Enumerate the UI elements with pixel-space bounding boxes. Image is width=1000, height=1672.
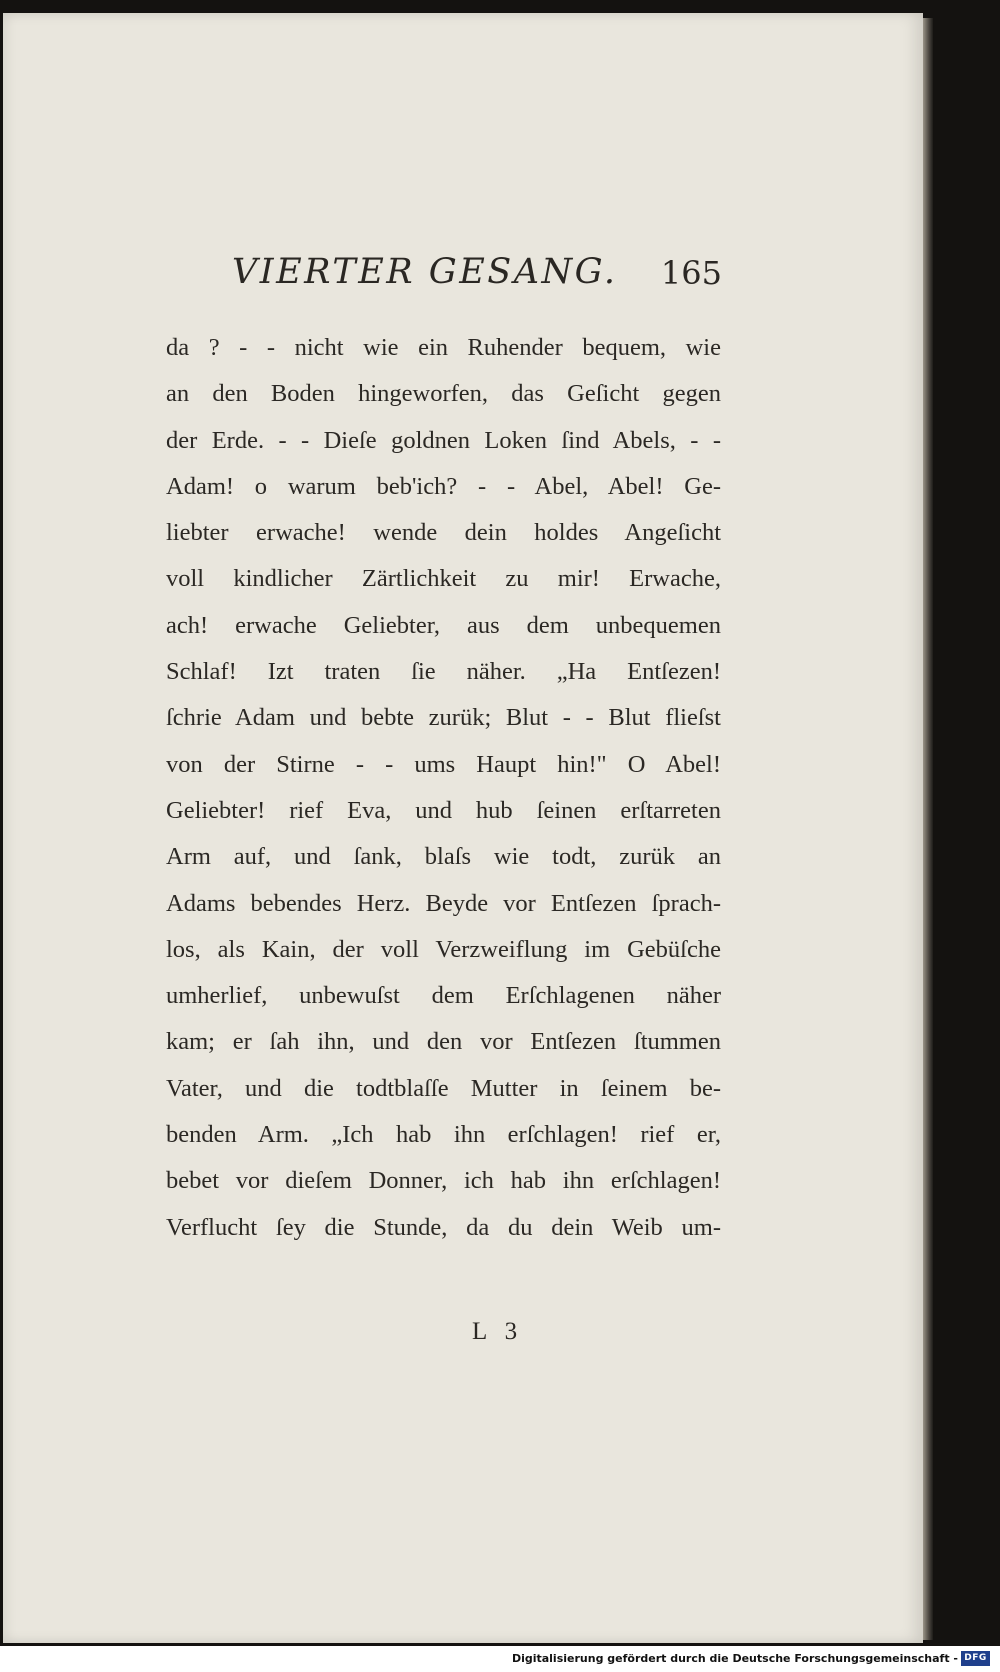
footer-bar [0,1646,1000,1672]
page-edge [923,18,933,1640]
body-text [166,325,721,1251]
text-line: der Erde. - - Dieſe goldnen Loken ſind Abels, - - [166,426,721,454]
text-line: benden Arm. „Ich hab ihn erſchlagen! rief er, [166,1121,721,1149]
text-line: liebter erwache! wende dein holdes Angeſicht [166,519,721,547]
text-line: da ? - - nicht wie ein Ruhender bequem, wie [166,334,721,361]
text-line: los, als Kain, der voll Verzweiflung im Gebüſche [166,935,721,963]
text-line: Adam! o warum beb'ich? - - Abel, Abel! Ge- [166,472,721,500]
text-line: bebet vor dieſem Donner, ich hab ihn erſchlagen! [166,1167,721,1195]
text-line: Arm auf, und ſank, blaſs wie todt, zurük an [166,843,721,871]
text-line: Verflucht ſey die Stunde, da du dein Weib um- [166,1213,721,1241]
page-number: 165 [660,254,722,292]
text-line: umherlief, unbewuſst dem Erſchlagenen näher [166,982,721,1010]
text-line: Adams bebendes Herz. Beyde vor Entſezen ſprach- [166,889,721,917]
text-line: Vater, und die todtblaſſe Mutter in ſeinem be- [166,1074,721,1102]
text-line: voll kindlicher Zärtlichkeit zu mir! Erwache, [166,565,721,593]
chapter-title: VIERTER GESANG. [232,252,618,292]
text-line: ſchrie Adam und bebte zurük; Blut - - Blut flieſst [166,704,721,732]
signature-mark: L 3 [472,1318,524,1345]
text-line: Schlaf! Izt traten ſie näher. „Ha Entſezen! [166,658,721,686]
text-line: Geliebter! rief Eva, und hub ſeinen erſtarreten [166,796,721,824]
text-line: kam; er ſah ihn, und den vor Entſezen ſtummen [166,1028,721,1056]
text-line: ach! erwache Geliebter, aus dem unbequemen [166,611,721,639]
funding-note: Digitalisierung gefördert durch die Deutsche Forschungsgemeinschaft - [511,1652,958,1665]
text-line: an den Boden hingeworfen, das Geſicht gegen [166,380,721,408]
dfg-logo-icon: DFG [961,1651,990,1666]
text-line: von der Stirne - - ums Haupt hin!" O Abel! [166,750,721,778]
running-head [232,250,722,310]
